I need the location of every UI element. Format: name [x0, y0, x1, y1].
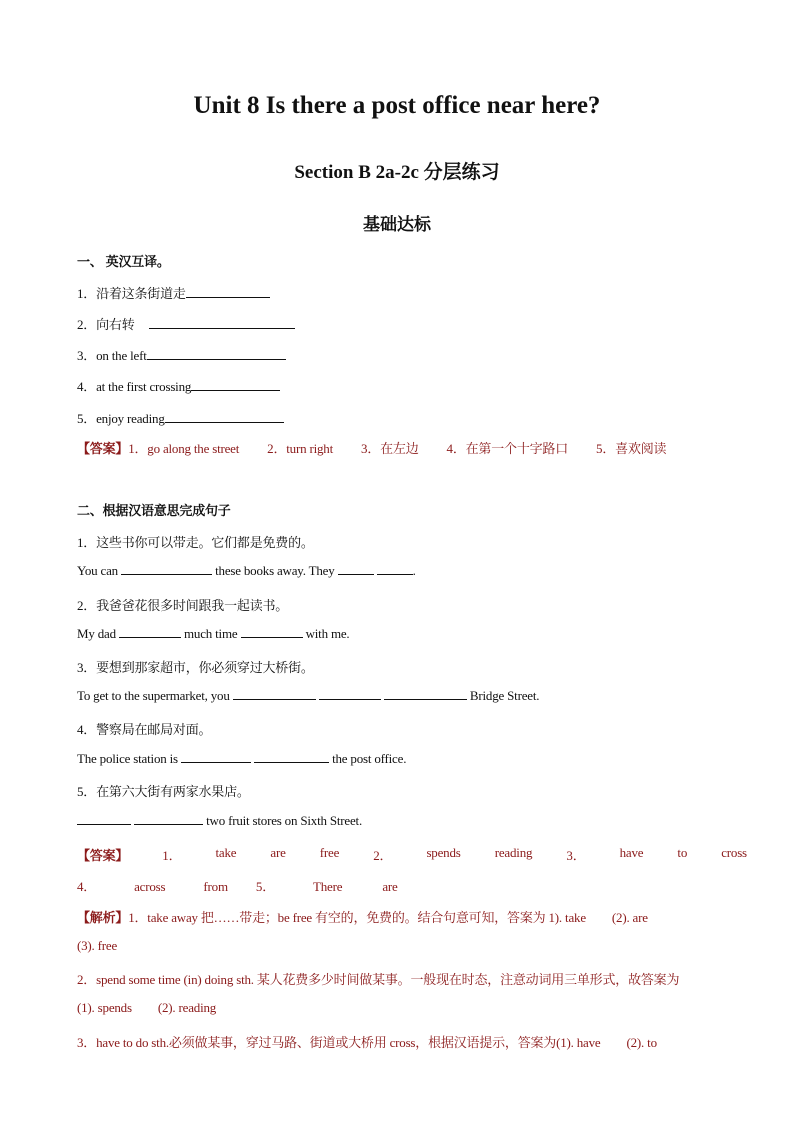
s1-item-2-text: 2．向右转 — [77, 317, 135, 332]
level-heading: 基础达标 — [363, 215, 431, 234]
answer-blank[interactable] — [181, 751, 251, 763]
analysis-line-2: (3). free — [77, 938, 118, 953]
s2-e3-b: Bridge Street. — [469, 688, 540, 703]
s2-answer-token: free — [319, 845, 340, 860]
s2-answer-token: 3． — [566, 848, 586, 863]
answer-blank[interactable] — [338, 563, 374, 575]
analysis-text: 3．have to do sth.必须做某事，穿过马路、街道或大桥用 cross，根据汉语提示，答案为(1). have — [77, 1035, 601, 1050]
s1-answer — [77, 438, 666, 457]
analysis-line-5 — [77, 1032, 657, 1051]
section-subtitle: Section B 2a-2c 分层练习 — [294, 162, 500, 183]
analysis-text: (1). spends — [77, 1000, 132, 1015]
s2-e4-b: the post office. — [332, 751, 407, 766]
page-title: Unit 8 Is there a post office near here? — [193, 92, 601, 119]
answer-label: 【答案】 — [77, 848, 129, 863]
s2-e1-c: . — [412, 563, 416, 578]
analysis-text: (2). are — [611, 910, 648, 925]
analysis-text: (2). to — [626, 1035, 657, 1050]
s2-question-3: 3．要想到那家超市，你必须穿过大桥街。 — [77, 660, 314, 675]
analysis-text: (2). reading — [157, 1000, 217, 1015]
answer-blank[interactable] — [186, 286, 270, 298]
s2-e3-a: To get to the supermarket, you — [77, 688, 230, 703]
answer-blank[interactable] — [233, 688, 316, 700]
answer-blank[interactable] — [254, 751, 329, 763]
answer-blank[interactable] — [319, 688, 381, 700]
s1-answer-4: 4．在第一个十字路口 — [446, 441, 569, 456]
s2-answer-token: to — [677, 845, 688, 860]
s2-answer-token: reading — [494, 845, 533, 860]
answer-blank[interactable] — [149, 317, 295, 329]
answer-blank[interactable] — [165, 411, 284, 423]
s2-e5-b: two fruit stores on Sixth Street. — [206, 813, 363, 828]
answer-blank[interactable] — [147, 348, 286, 360]
analysis-text: 1．take away 把……带走；be free 有空的，免费的。结合句意可知，答案为 1). take — [128, 910, 586, 925]
section-2-heading: 二、根据汉语意思完成句子 — [77, 503, 231, 518]
answer-label: 【答案】 — [77, 441, 129, 456]
s2-answer-token: across — [134, 879, 166, 894]
analysis-label: 【解析】 — [77, 910, 129, 925]
answer-blank[interactable] — [77, 813, 131, 825]
s2-answer-token: 5． — [255, 879, 275, 894]
analysis-line-3: 2．spend some time (in) doing sth. 某人花费多少时间做某事。一般现在时态，注意动词用三单形式，故答案为 — [77, 972, 680, 987]
s2-e2-c: with me. — [305, 626, 350, 641]
s2-english-5 — [77, 813, 362, 829]
s2-english-2 — [77, 626, 349, 642]
s2-e1-a: You can — [77, 563, 118, 578]
s2-e1-b: these books away. They — [215, 563, 335, 578]
s2-answer-token: are — [382, 879, 398, 894]
s2-question-5: 5．在第六大街有两家水果店。 — [77, 784, 250, 799]
answer-blank[interactable] — [191, 379, 280, 391]
answer-blank[interactable] — [377, 563, 413, 575]
s2-answer-token: from — [203, 879, 228, 894]
analysis-line-4 — [77, 1000, 216, 1016]
s2-answer-token: There — [313, 879, 343, 894]
s1-item-5 — [77, 408, 284, 427]
s1-answer-2: 2．turn right — [267, 441, 334, 456]
answer-blank[interactable] — [134, 813, 203, 825]
s1-item-1-text: 1．沿着这条街道走 — [77, 286, 186, 301]
s2-e4-a: The police station is — [77, 751, 178, 766]
analysis-line-1 — [77, 907, 648, 926]
answer-blank[interactable] — [119, 626, 181, 638]
s2-answer-token: 2． — [373, 848, 393, 863]
s2-english-1 — [77, 563, 416, 579]
s2-english-4 — [77, 751, 406, 767]
section-1-heading: 一、 英汉互译。 — [77, 254, 170, 269]
s1-answer-3: 3．在左边 — [361, 441, 419, 456]
s2-answer-row-1 — [77, 845, 747, 864]
s2-question-4: 4．警察局在邮局对面。 — [77, 722, 212, 737]
s2-answer-row-2 — [77, 876, 398, 895]
answer-blank[interactable] — [121, 563, 212, 575]
s2-answer-token: cross — [721, 845, 747, 860]
s2-question-2: 2．我爸爸花很多时间跟我一起读书。 — [77, 598, 289, 613]
s2-answer-token: are — [270, 845, 286, 860]
s1-answer-5: 5．喜欢阅读 — [596, 441, 667, 456]
s2-answer-token: take — [215, 845, 237, 860]
s2-answer-token: 4． — [77, 879, 97, 894]
s1-item-2 — [77, 314, 295, 333]
answer-blank[interactable] — [241, 626, 303, 638]
answer-blank[interactable] — [384, 688, 467, 700]
s2-answer-token: have — [619, 845, 644, 860]
s2-answer-token: spends — [426, 845, 461, 860]
s1-item-1 — [77, 283, 270, 302]
s1-item-3-text: 3．on the left — [77, 348, 147, 363]
s2-e2-b: much time — [184, 626, 238, 641]
s1-item-5-text: 5．enjoy reading — [77, 411, 165, 426]
s2-question-1: 1．这些书你可以带走。它们都是免费的。 — [77, 535, 314, 550]
s1-item-4 — [77, 376, 280, 395]
s1-answer-1: 1．go along the street — [128, 441, 240, 456]
s1-item-3 — [77, 345, 286, 364]
s2-answer-token: 1． — [162, 848, 182, 863]
s2-english-3 — [77, 688, 539, 704]
s1-item-4-text: 4．at the first crossing — [77, 379, 192, 394]
s2-e2-a: My dad — [77, 626, 116, 641]
